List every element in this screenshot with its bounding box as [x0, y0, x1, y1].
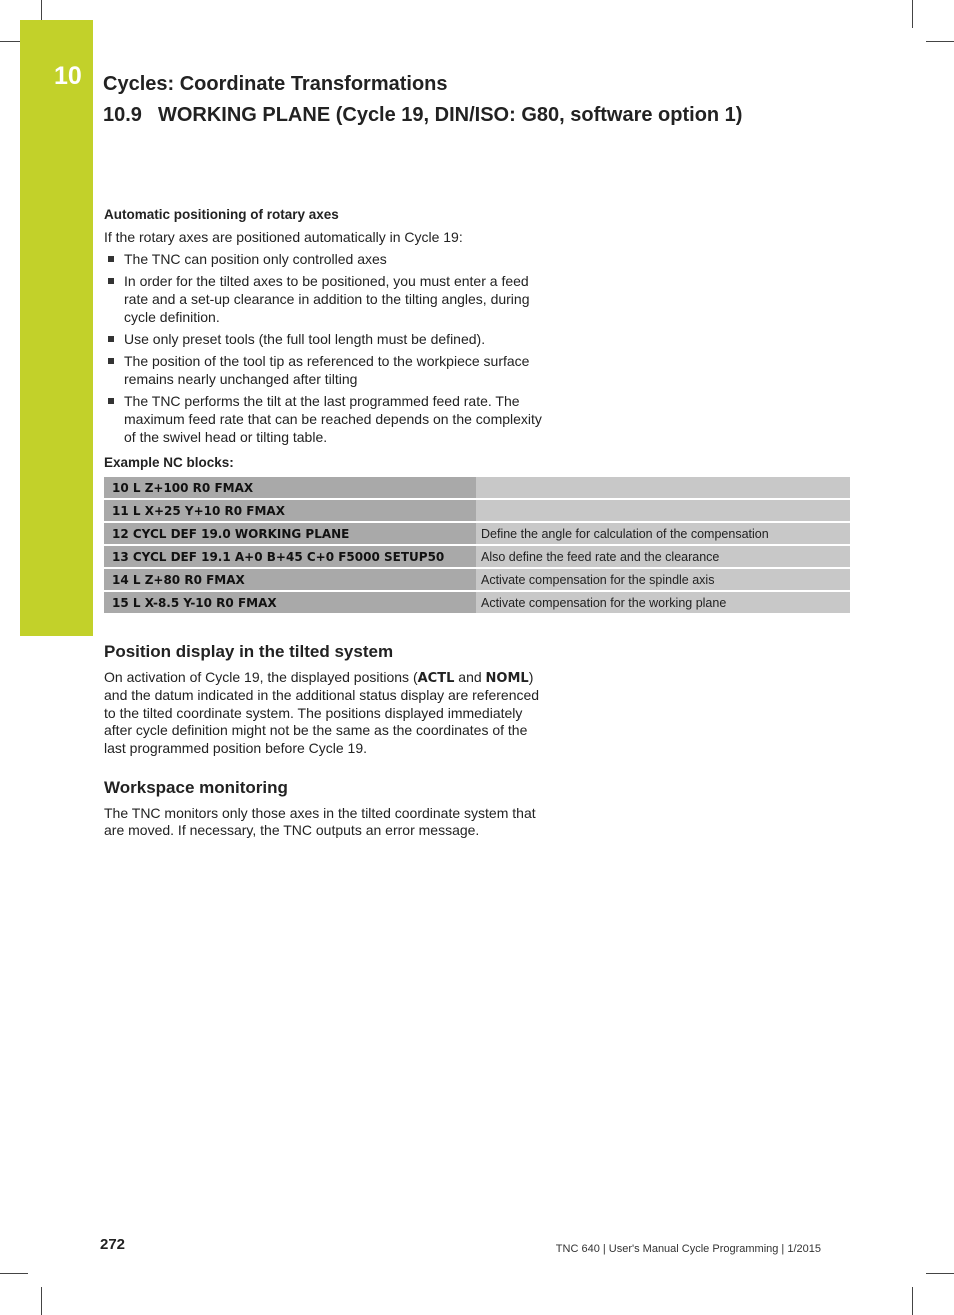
list-item: Use only preset tools (the full tool length must be defined).: [104, 330, 544, 348]
crop-mark: [41, 0, 42, 20]
nc-blocks-table: [104, 477, 850, 615]
example-label: Example NC blocks:: [104, 455, 234, 470]
chapter-tab: [20, 20, 93, 636]
auto-positioning-heading: Automatic positioning of rotary axes: [104, 207, 339, 222]
list-item: The position of the tool tip as referenced to the workpiece surface remains nearly unchanged after tilting: [104, 352, 544, 388]
actl-label: ACTL: [417, 670, 455, 686]
footer-text: TNC 640 | User's Manual Cycle Programming | 1/2015: [555, 1243, 821, 1255]
table-row: 10 L Z+100 R0 FMAX: [104, 477, 850, 499]
table-row: 14 L Z+80 R0 FMAX Activate compensation for the spindle axis: [104, 568, 850, 591]
table-row: 12 CYCL DEF 19.0 WORKING PLANE Define the angle for calculation of the compensation: [104, 522, 850, 545]
crop-mark: [0, 41, 20, 42]
bullet-icon: [108, 336, 114, 342]
list-item: In order for the tilted axes to be positioned, you must enter a feed rate and a set-up clearance in addition to the tilting angles, during cycle definition.: [104, 272, 544, 326]
crop-mark: [926, 1273, 954, 1274]
crop-mark: [0, 1273, 28, 1274]
crop-mark: [41, 1287, 42, 1315]
noml-label: NOML: [485, 670, 529, 686]
bullet-icon: [108, 358, 114, 364]
list-item: The TNC performs the tilt at the last programmed feed rate. The maximum feed rate that can be reached depends on the complexity of the swivel head or tilting table.: [104, 392, 544, 446]
crop-mark: [926, 41, 954, 42]
workspace-section: [104, 779, 544, 840]
position-display-section: [104, 643, 544, 757]
auto-positioning-intro: If the rotary axes are positioned automatically in Cycle 19:: [104, 229, 463, 245]
crop-mark: [912, 0, 913, 28]
page-number: 272: [100, 1236, 126, 1253]
section-title-text: WORKING PLANE (Cycle 19, DIN/ISO: G80, software option 1): [157, 104, 743, 126]
list-item: The TNC can position only controlled axes: [104, 250, 544, 268]
table-row: 13 CYCL DEF 19.1 A+0 B+45 C+0 F5000 SETUP50 Also define the feed rate and the clearance: [104, 545, 850, 568]
table-row: 11 L X+25 Y+10 R0 FMAX: [104, 499, 850, 522]
section-number: 10.9: [103, 104, 142, 126]
chapter-title: Cycles: Coordinate Transformations: [103, 73, 448, 95]
bullet-icon: [108, 256, 114, 262]
section-title: [103, 104, 742, 127]
workspace-text: The TNC monitors only those axes in the tilted coordinate system that are moved. If necessary, the TNC outputs an error message.: [104, 804, 536, 838]
table-row: 15 L X-8.5 Y-10 R0 FMAX Activate compensation for the working plane: [104, 591, 850, 614]
position-display-heading: Position display in the tilted system: [104, 642, 394, 661]
workspace-heading: Workspace monitoring: [104, 778, 288, 797]
position-display-text: On activation of Cycle 19, the displayed positions (ACTL and NOML) and the datum indicated in the additional status display are referenced to the tilted coordinate system. The positions displayed immediately after cycle definition might not be the same as the coordinates of the last programmed position before Cycle 19.: [104, 668, 540, 756]
crop-mark: [912, 1287, 913, 1315]
chapter-number: 10: [54, 62, 82, 90]
bullet-icon: [108, 398, 114, 404]
bullet-list: [104, 250, 544, 446]
bullet-icon: [108, 278, 114, 284]
auto-positioning-section: [104, 206, 854, 472]
